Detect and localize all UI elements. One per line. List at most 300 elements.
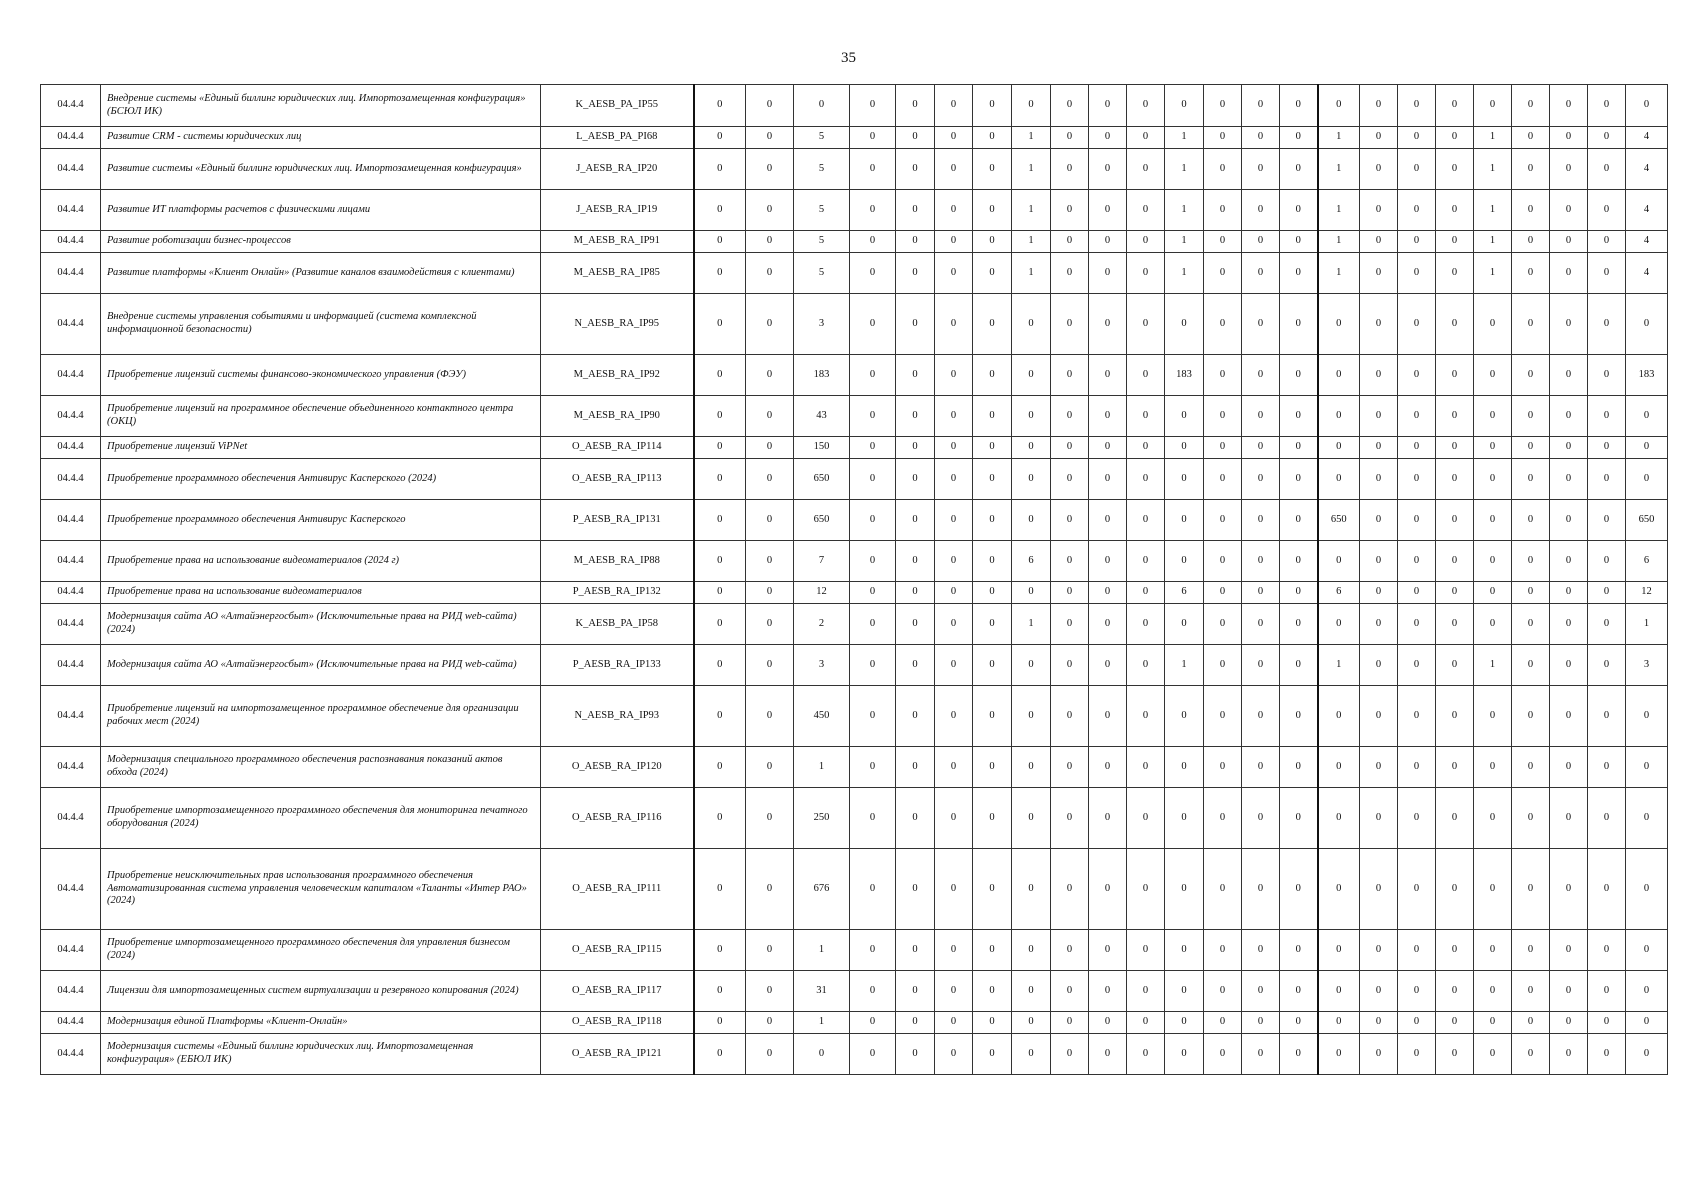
- value-cell: 0: [850, 149, 896, 190]
- value-cell: 0: [746, 971, 794, 1012]
- value-cell: 0: [850, 930, 896, 971]
- value-cell: 0: [1512, 355, 1550, 396]
- value-cell: 0: [1550, 149, 1588, 190]
- value-cell: 0: [746, 127, 794, 149]
- value-cell: 1: [1165, 149, 1204, 190]
- value-cell: 0: [1127, 849, 1165, 930]
- table-row: [41, 459, 1668, 500]
- project-code-cell: O_AESB_RA_IP111: [541, 849, 694, 930]
- section-number-cell: 04.4.4: [41, 1012, 101, 1034]
- value-cell: 0: [1588, 930, 1626, 971]
- value-cell: 0: [1360, 294, 1398, 355]
- value-cell: 183: [1626, 355, 1668, 396]
- value-cell: 0: [850, 396, 896, 437]
- value-cell: 0: [1588, 294, 1626, 355]
- project-name-cell: Лицензии для импортозамещенных систем виртуализации и резервного копирования (2024): [101, 971, 541, 1012]
- value-cell: 1: [1318, 231, 1360, 253]
- value-cell: 0: [1588, 971, 1626, 1012]
- value-cell: 0: [694, 849, 746, 930]
- value-cell: 0: [1051, 396, 1089, 437]
- value-cell: 0: [1626, 1034, 1668, 1075]
- value-cell: 0: [1165, 1034, 1204, 1075]
- value-cell: 0: [746, 747, 794, 788]
- value-cell: 0: [850, 541, 896, 582]
- value-cell: 0: [1318, 604, 1360, 645]
- value-cell: 0: [1242, 294, 1280, 355]
- value-cell: 0: [1051, 253, 1089, 294]
- value-cell: 3: [794, 645, 850, 686]
- section-number-cell: 04.4.4: [41, 85, 101, 127]
- value-cell: 0: [746, 582, 794, 604]
- table-row: [41, 747, 1668, 788]
- value-cell: 450: [794, 686, 850, 747]
- value-cell: 0: [1512, 253, 1550, 294]
- value-cell: 0: [1588, 500, 1626, 541]
- value-cell: 0: [973, 294, 1012, 355]
- value-cell: 0: [1012, 355, 1051, 396]
- value-cell: 0: [746, 541, 794, 582]
- value-cell: 0: [935, 541, 973, 582]
- value-cell: 0: [1242, 582, 1280, 604]
- value-cell: 0: [973, 849, 1012, 930]
- value-cell: 0: [1398, 459, 1436, 500]
- value-cell: 0: [1398, 747, 1436, 788]
- page-number: 35: [841, 50, 856, 66]
- value-cell: 0: [694, 85, 746, 127]
- value-cell: 1: [1012, 253, 1051, 294]
- value-cell: 0: [746, 231, 794, 253]
- value-cell: 0: [1051, 849, 1089, 930]
- value-cell: 4: [1626, 190, 1668, 231]
- value-cell: 0: [1204, 190, 1242, 231]
- section-number-cell: 04.4.4: [41, 149, 101, 190]
- value-cell: 0: [694, 1034, 746, 1075]
- value-cell: 0: [1089, 604, 1127, 645]
- value-cell: 0: [1242, 971, 1280, 1012]
- value-cell: 0: [896, 747, 935, 788]
- value-cell: 0: [973, 231, 1012, 253]
- value-cell: 0: [1165, 500, 1204, 541]
- value-cell: 0: [1398, 127, 1436, 149]
- value-cell: 0: [1127, 437, 1165, 459]
- value-cell: 0: [1204, 396, 1242, 437]
- value-cell: 0: [1550, 686, 1588, 747]
- value-cell: 0: [1127, 582, 1165, 604]
- value-cell: 0: [1474, 459, 1512, 500]
- value-cell: 0: [1550, 437, 1588, 459]
- value-cell: 0: [1127, 253, 1165, 294]
- value-cell: 0: [746, 149, 794, 190]
- value-cell: 650: [1318, 500, 1360, 541]
- value-cell: 0: [694, 149, 746, 190]
- value-cell: 0: [896, 437, 935, 459]
- value-cell: 0: [1550, 459, 1588, 500]
- value-cell: 0: [694, 294, 746, 355]
- project-code-cell: J_AESB_RA_IP20: [541, 149, 694, 190]
- value-cell: 0: [1360, 127, 1398, 149]
- value-cell: 0: [850, 971, 896, 1012]
- table-row: [41, 849, 1668, 930]
- value-cell: 0: [1204, 747, 1242, 788]
- table-row: [41, 971, 1668, 1012]
- project-code-cell: M_AESB_RA_IP85: [541, 253, 694, 294]
- value-cell: 0: [694, 190, 746, 231]
- value-cell: 0: [1012, 437, 1051, 459]
- project-code-cell: O_AESB_RA_IP120: [541, 747, 694, 788]
- value-cell: 0: [1360, 604, 1398, 645]
- section-number-cell: 04.4.4: [41, 231, 101, 253]
- value-cell: 0: [1512, 149, 1550, 190]
- value-cell: 0: [1242, 459, 1280, 500]
- value-cell: 5: [794, 190, 850, 231]
- value-cell: 0: [1242, 355, 1280, 396]
- value-cell: 0: [1089, 1034, 1127, 1075]
- value-cell: 0: [1280, 396, 1318, 437]
- section-number-cell: 04.4.4: [41, 971, 101, 1012]
- value-cell: 0: [1127, 686, 1165, 747]
- value-cell: 0: [1512, 231, 1550, 253]
- value-cell: 0: [1127, 190, 1165, 231]
- project-name-cell: Развитие CRM - системы юридических лиц: [101, 127, 541, 149]
- value-cell: 0: [1474, 849, 1512, 930]
- value-cell: 0: [850, 788, 896, 849]
- value-cell: 0: [1474, 1012, 1512, 1034]
- project-code-cell: P_AESB_RA_IP132: [541, 582, 694, 604]
- value-cell: 0: [1089, 747, 1127, 788]
- value-cell: 0: [1550, 127, 1588, 149]
- value-cell: 0: [1280, 930, 1318, 971]
- value-cell: 0: [1051, 149, 1089, 190]
- value-cell: 0: [973, 127, 1012, 149]
- value-cell: 0: [850, 459, 896, 500]
- value-cell: 0: [1242, 604, 1280, 645]
- project-name-cell: Приобретение лицензий на импортозамещенное программное обеспечение для организации рабочих мест (2024): [101, 686, 541, 747]
- section-number-cell: 04.4.4: [41, 1034, 101, 1075]
- value-cell: 0: [1089, 85, 1127, 127]
- value-cell: 0: [1398, 686, 1436, 747]
- value-cell: 0: [1012, 849, 1051, 930]
- value-cell: 0: [1318, 747, 1360, 788]
- value-cell: 0: [1165, 1012, 1204, 1034]
- value-cell: 1: [1012, 604, 1051, 645]
- value-cell: 0: [973, 930, 1012, 971]
- value-cell: 0: [1051, 686, 1089, 747]
- value-cell: 0: [1051, 582, 1089, 604]
- value-cell: 0: [1512, 459, 1550, 500]
- value-cell: 0: [1474, 85, 1512, 127]
- value-cell: 0: [1280, 294, 1318, 355]
- value-cell: 0: [896, 930, 935, 971]
- value-cell: 0: [935, 127, 973, 149]
- value-cell: 0: [896, 500, 935, 541]
- value-cell: 0: [694, 396, 746, 437]
- value-cell: 0: [1280, 231, 1318, 253]
- value-cell: 0: [935, 971, 973, 1012]
- value-cell: 0: [935, 85, 973, 127]
- value-cell: 0: [1012, 1034, 1051, 1075]
- value-cell: 0: [1550, 645, 1588, 686]
- value-cell: 0: [1089, 930, 1127, 971]
- value-cell: 1: [1012, 149, 1051, 190]
- value-cell: 0: [1165, 686, 1204, 747]
- value-cell: 0: [1127, 231, 1165, 253]
- value-cell: 0: [1280, 459, 1318, 500]
- value-cell: 0: [1318, 396, 1360, 437]
- value-cell: 0: [935, 355, 973, 396]
- value-cell: 0: [1127, 1034, 1165, 1075]
- value-cell: 0: [1242, 747, 1280, 788]
- value-cell: 0: [1398, 396, 1436, 437]
- value-cell: 0: [1165, 459, 1204, 500]
- project-name-cell: Развитие ИТ платформы расчетов с физическими лицами: [101, 190, 541, 231]
- value-cell: 0: [935, 253, 973, 294]
- project-name-cell: Приобретение импортозамещенного программного обеспечения для управления бизнесом (2024): [101, 930, 541, 971]
- value-cell: 0: [896, 604, 935, 645]
- value-cell: 0: [1550, 253, 1588, 294]
- value-cell: 0: [694, 231, 746, 253]
- value-cell: 0: [1360, 355, 1398, 396]
- value-cell: 0: [1280, 149, 1318, 190]
- table-row: [41, 149, 1668, 190]
- value-cell: 0: [973, 190, 1012, 231]
- value-cell: 0: [1089, 645, 1127, 686]
- value-cell: 0: [1398, 85, 1436, 127]
- value-cell: 0: [1051, 930, 1089, 971]
- value-cell: 0: [1051, 231, 1089, 253]
- value-cell: 0: [896, 971, 935, 1012]
- value-cell: 0: [1051, 971, 1089, 1012]
- section-number-cell: 04.4.4: [41, 294, 101, 355]
- value-cell: 0: [1204, 294, 1242, 355]
- project-code-cell: P_AESB_RA_IP131: [541, 500, 694, 541]
- value-cell: 0: [1474, 604, 1512, 645]
- value-cell: 0: [1051, 294, 1089, 355]
- value-cell: 1: [1318, 127, 1360, 149]
- table-row: [41, 645, 1668, 686]
- value-cell: 0: [935, 500, 973, 541]
- value-cell: 0: [1360, 85, 1398, 127]
- value-cell: 0: [746, 1012, 794, 1034]
- section-number-cell: 04.4.4: [41, 500, 101, 541]
- value-cell: 0: [1360, 747, 1398, 788]
- value-cell: 0: [1588, 849, 1626, 930]
- value-cell: 0: [1398, 500, 1436, 541]
- value-cell: 0: [1398, 930, 1436, 971]
- value-cell: 0: [694, 127, 746, 149]
- value-cell: 0: [1436, 747, 1474, 788]
- value-cell: 0: [1588, 190, 1626, 231]
- value-cell: 0: [1626, 294, 1668, 355]
- project-code-cell: L_AESB_PA_PI68: [541, 127, 694, 149]
- value-cell: 0: [1436, 231, 1474, 253]
- value-cell: 0: [694, 253, 746, 294]
- value-cell: 6: [1626, 541, 1668, 582]
- value-cell: 0: [1012, 85, 1051, 127]
- value-cell: 0: [1588, 1034, 1626, 1075]
- value-cell: 0: [1012, 459, 1051, 500]
- value-cell: 0: [1550, 190, 1588, 231]
- value-cell: 4: [1626, 231, 1668, 253]
- value-cell: 0: [1165, 747, 1204, 788]
- value-cell: 0: [694, 930, 746, 971]
- value-cell: 0: [1436, 971, 1474, 1012]
- value-cell: 0: [1550, 1012, 1588, 1034]
- value-cell: 0: [1436, 459, 1474, 500]
- value-cell: 0: [1436, 253, 1474, 294]
- value-cell: 0: [1398, 294, 1436, 355]
- value-cell: 0: [1436, 582, 1474, 604]
- value-cell: 0: [1550, 396, 1588, 437]
- value-cell: 0: [1089, 582, 1127, 604]
- value-cell: 5: [794, 253, 850, 294]
- value-cell: 0: [1588, 604, 1626, 645]
- value-cell: 1: [1165, 127, 1204, 149]
- value-cell: 0: [1512, 849, 1550, 930]
- value-cell: 0: [1588, 437, 1626, 459]
- value-cell: 0: [850, 253, 896, 294]
- value-cell: 0: [896, 541, 935, 582]
- value-cell: 0: [1089, 971, 1127, 1012]
- value-cell: 0: [1512, 930, 1550, 971]
- value-cell: 0: [1242, 849, 1280, 930]
- project-name-cell: Модернизация сайта АО «Алтайэнергосбыт» (Исключительные права на РИД web-сайта): [101, 645, 541, 686]
- value-cell: 0: [1127, 149, 1165, 190]
- value-cell: 0: [1204, 971, 1242, 1012]
- value-cell: 0: [1474, 971, 1512, 1012]
- value-cell: 0: [1127, 459, 1165, 500]
- project-name-cell: Приобретение лицензий на программное обеспечение объединенного контактного центра (ОКЦ): [101, 396, 541, 437]
- value-cell: 0: [1165, 604, 1204, 645]
- value-cell: 1: [1012, 190, 1051, 231]
- value-cell: 4: [1626, 127, 1668, 149]
- value-cell: 0: [1474, 355, 1512, 396]
- value-cell: 0: [1127, 500, 1165, 541]
- value-cell: 0: [1360, 396, 1398, 437]
- project-name-cell: Развитие роботизации бизнес-процессов: [101, 231, 541, 253]
- value-cell: 0: [694, 686, 746, 747]
- value-cell: 0: [973, 1034, 1012, 1075]
- value-cell: 0: [1280, 686, 1318, 747]
- value-cell: 0: [850, 645, 896, 686]
- project-code-cell: O_AESB_RA_IP113: [541, 459, 694, 500]
- value-cell: 0: [850, 127, 896, 149]
- value-cell: 0: [1204, 604, 1242, 645]
- value-cell: 0: [1398, 253, 1436, 294]
- value-cell: 0: [1127, 355, 1165, 396]
- value-cell: 0: [935, 686, 973, 747]
- value-cell: 0: [1588, 747, 1626, 788]
- value-cell: 0: [1626, 971, 1668, 1012]
- value-cell: 0: [1550, 604, 1588, 645]
- value-cell: 0: [746, 437, 794, 459]
- project-code-cell: O_AESB_RA_IP118: [541, 1012, 694, 1034]
- value-cell: 0: [896, 253, 935, 294]
- value-cell: 1: [794, 747, 850, 788]
- value-cell: 0: [850, 85, 896, 127]
- value-cell: 1: [794, 1012, 850, 1034]
- value-cell: 0: [1165, 396, 1204, 437]
- value-cell: 0: [1242, 645, 1280, 686]
- value-cell: 0: [1204, 149, 1242, 190]
- value-cell: 0: [746, 1034, 794, 1075]
- value-cell: 0: [935, 190, 973, 231]
- value-cell: 0: [1280, 253, 1318, 294]
- value-cell: 0: [1474, 294, 1512, 355]
- value-cell: 0: [1204, 437, 1242, 459]
- section-number-cell: 04.4.4: [41, 604, 101, 645]
- value-cell: 0: [1360, 686, 1398, 747]
- value-cell: 0: [850, 604, 896, 645]
- value-cell: 0: [1512, 1034, 1550, 1075]
- value-cell: 0: [935, 930, 973, 971]
- value-cell: 0: [1280, 604, 1318, 645]
- value-cell: 0: [1436, 788, 1474, 849]
- value-cell: 0: [1436, 149, 1474, 190]
- value-cell: 0: [694, 541, 746, 582]
- value-cell: 0: [1012, 1012, 1051, 1034]
- value-cell: 0: [1089, 541, 1127, 582]
- value-cell: 0: [973, 355, 1012, 396]
- value-cell: 1: [1474, 253, 1512, 294]
- value-cell: 0: [1588, 396, 1626, 437]
- value-cell: 0: [896, 149, 935, 190]
- value-cell: 0: [1242, 930, 1280, 971]
- value-cell: 0: [1051, 604, 1089, 645]
- project-name-cell: Приобретение лицензий системы финансово-экономического управления (ФЭУ): [101, 355, 541, 396]
- value-cell: 4: [1626, 149, 1668, 190]
- value-cell: 0: [1204, 1034, 1242, 1075]
- value-cell: 0: [1436, 686, 1474, 747]
- value-cell: 0: [1318, 355, 1360, 396]
- value-cell: 0: [1051, 645, 1089, 686]
- value-cell: 0: [1242, 1034, 1280, 1075]
- value-cell: 0: [1398, 190, 1436, 231]
- value-cell: 250: [794, 788, 850, 849]
- value-cell: 0: [1089, 1012, 1127, 1034]
- section-number-cell: 04.4.4: [41, 253, 101, 294]
- value-cell: 0: [1398, 582, 1436, 604]
- value-cell: 0: [1089, 437, 1127, 459]
- value-cell: 0: [1318, 971, 1360, 1012]
- value-cell: 0: [1360, 149, 1398, 190]
- value-cell: 0: [935, 849, 973, 930]
- value-cell: 0: [1436, 1012, 1474, 1034]
- value-cell: 0: [1127, 747, 1165, 788]
- value-cell: 0: [850, 686, 896, 747]
- section-number-cell: 04.4.4: [41, 437, 101, 459]
- value-cell: 0: [1204, 1012, 1242, 1034]
- value-cell: 0: [850, 582, 896, 604]
- section-number-cell: 04.4.4: [41, 849, 101, 930]
- project-name-cell: Приобретение неисключительных прав использования программного обеспечения Автоматизированная система управления человеческим капиталом «Таланты «Интер РАО» (2024): [101, 849, 541, 930]
- value-cell: 0: [1204, 645, 1242, 686]
- value-cell: 0: [896, 849, 935, 930]
- project-code-cell: M_AESB_RA_IP91: [541, 231, 694, 253]
- value-cell: 0: [1360, 971, 1398, 1012]
- value-cell: 0: [1165, 971, 1204, 1012]
- value-cell: 0: [694, 747, 746, 788]
- project-name-cell: Приобретение импортозамещенного программного обеспечения для мониторинга печатного оборудования (2024): [101, 788, 541, 849]
- value-cell: 1: [1165, 190, 1204, 231]
- value-cell: 183: [794, 355, 850, 396]
- value-cell: 0: [935, 1012, 973, 1034]
- value-cell: 0: [1204, 253, 1242, 294]
- value-cell: 0: [1204, 459, 1242, 500]
- value-cell: 0: [1204, 788, 1242, 849]
- value-cell: 1: [1318, 149, 1360, 190]
- value-cell: 0: [1436, 294, 1474, 355]
- value-cell: 0: [1550, 971, 1588, 1012]
